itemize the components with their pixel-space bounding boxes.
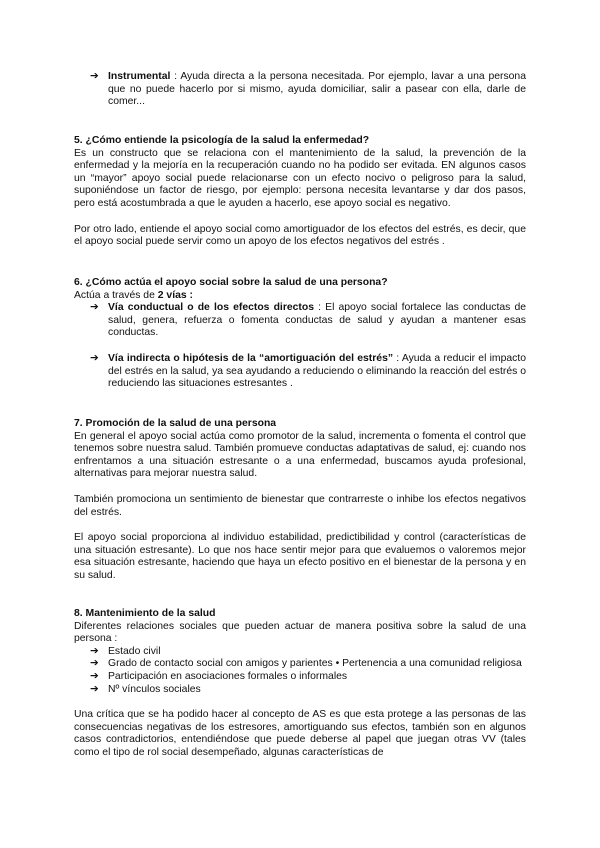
section-8-closing: Una crítica que se ha podido hacer al concepto de AS es que esta protege a las personas de las consecuencias negativas de los estresores, amortiguando sus efectos, también son en algunos casos contradictorios, entendiéndose que puede deberse al papel que juegan otras VV (tales como el tipo de rol social desempeñado, algunas características de [74, 709, 526, 758]
section-7 [74, 418, 526, 583]
intro-text: Actúa a través de [74, 289, 158, 301]
section-5 [74, 135, 526, 249]
section-5-heading: 5. ¿Cómo entiende la psicología de la salud la enfermedad? [74, 135, 370, 146]
section-5-paragraph-2: Por otro lado, entiende el apoyo social como amortiguador de los efectos del estrés, es decir, que el apoyo social puede servir como un apoyo de los efectos negativos del estrés . [74, 223, 526, 248]
section-6-intro [74, 290, 526, 303]
arrow-icon: ➔ [90, 670, 99, 682]
section-7-paragraph-3: El apoyo social proporciona al individuo estabilidad, predictibilidad y control (características de una situación estresante). Lo que nos hace sentir mejor para que evaluemos o valoremos mejor esa situación estresante, haciendo que haya un efecto positivo en el bienestar de la persona y en su salud. [74, 532, 526, 581]
bullet-label: Vía indirecta o hipótesis de la “amortiguación del estrés” [108, 352, 394, 364]
arrow-icon: ➔ [90, 683, 99, 695]
arrow-icon: ➔ [90, 645, 99, 657]
list-item [74, 658, 526, 671]
list-item-text: Estado civil [108, 645, 161, 657]
bullet-instrumental [74, 71, 526, 109]
list-item-text: Participación en asociaciones formales o informales [108, 670, 348, 682]
section-5-paragraph-1: Es un constructo que se relaciona con el mantenimiento de la salud, la prevención de la enfermedad y la mejoría en la recuperación cuando no ha podido ser evitada. EN algunos casos un “mayor” apoyo social puede relacionarse con un efecto nocivo o peligroso para la salud, suponiéndose un factor de riesgo, por ejemplo: persona necesita levantarse y dar dos pasos, pero está acostumbrada a que le ayuden a hacerlo, ese apoyo social es negativo. [74, 147, 526, 209]
list-item [74, 671, 526, 684]
section-7-paragraph-1: En general el apoyo social actúa como promotor de la salud, incrementa o fomenta el control que tenemos sobre nuestra salud. También promueve conductas adaptativas de salud, ej: cuando nos enfrentamos a una situación estresante o a una enfermedad, buscamos ayuda profesional, alternativas para mejorar nuestra salud. [74, 430, 526, 480]
list-item [74, 646, 526, 659]
bullet-via-indirecta [74, 353, 526, 391]
bullet-label: Vía conductual o de los efectos directos [108, 302, 315, 314]
section-6 [74, 277, 526, 391]
list-item-text: Nº vínculos sociales [108, 683, 201, 695]
arrow-icon: ➔ [90, 352, 99, 364]
arrow-icon: ➔ [90, 302, 99, 314]
section-8-intro: Diferentes relaciones sociales que pueden actuar de manera positiva sobre la salud de una persona : [74, 620, 526, 645]
section-7-heading: 7. Promoción de la salud de una persona [74, 418, 277, 429]
section-7-paragraph-2: También promociona un sentimiento de bienestar que contrarreste o inhibe los efectos negativos del estrés. [74, 493, 526, 518]
list-item-text: Grado de contacto social con amigos y parientes • Pertenencia a una comunidad religiosa [108, 658, 522, 670]
bullet-text: : Ayuda directa a la persona necesitada. Por ejemplo, lavar a una persona que no puede hacerlo por si mismo, ayuda domiciliar, salir a pasear con ella, darle de comer... [108, 71, 526, 108]
section-8 [74, 608, 526, 760]
bullet-text: : Ayuda a reducir el impacto del estrés en la salud, ya sea ayudando a reduciendo o eliminando la reacción del estrés o reduciendo las situaciones estresantes . [108, 352, 527, 390]
section-8-heading: 8. Mantenimiento de la salud [74, 608, 216, 619]
list-item [74, 684, 526, 697]
bullet-via-conductual [74, 302, 526, 340]
arrow-icon: ➔ [90, 658, 99, 670]
instrumental-block [74, 71, 526, 109]
intro-bold: 2 vías : [157, 289, 193, 301]
section-6-heading: 6. ¿Cómo actúa el apoyo social sobre la salud de una persona? [74, 277, 388, 288]
arrow-icon: ➔ [90, 71, 99, 82]
bullet-text: : El apoyo social fortalece las conductas de salud, genera, refuerza o fomenta conductas de salud y ayudan a mantener esas conductas. [108, 302, 527, 339]
bullet-label: Instrumental [108, 71, 171, 82]
